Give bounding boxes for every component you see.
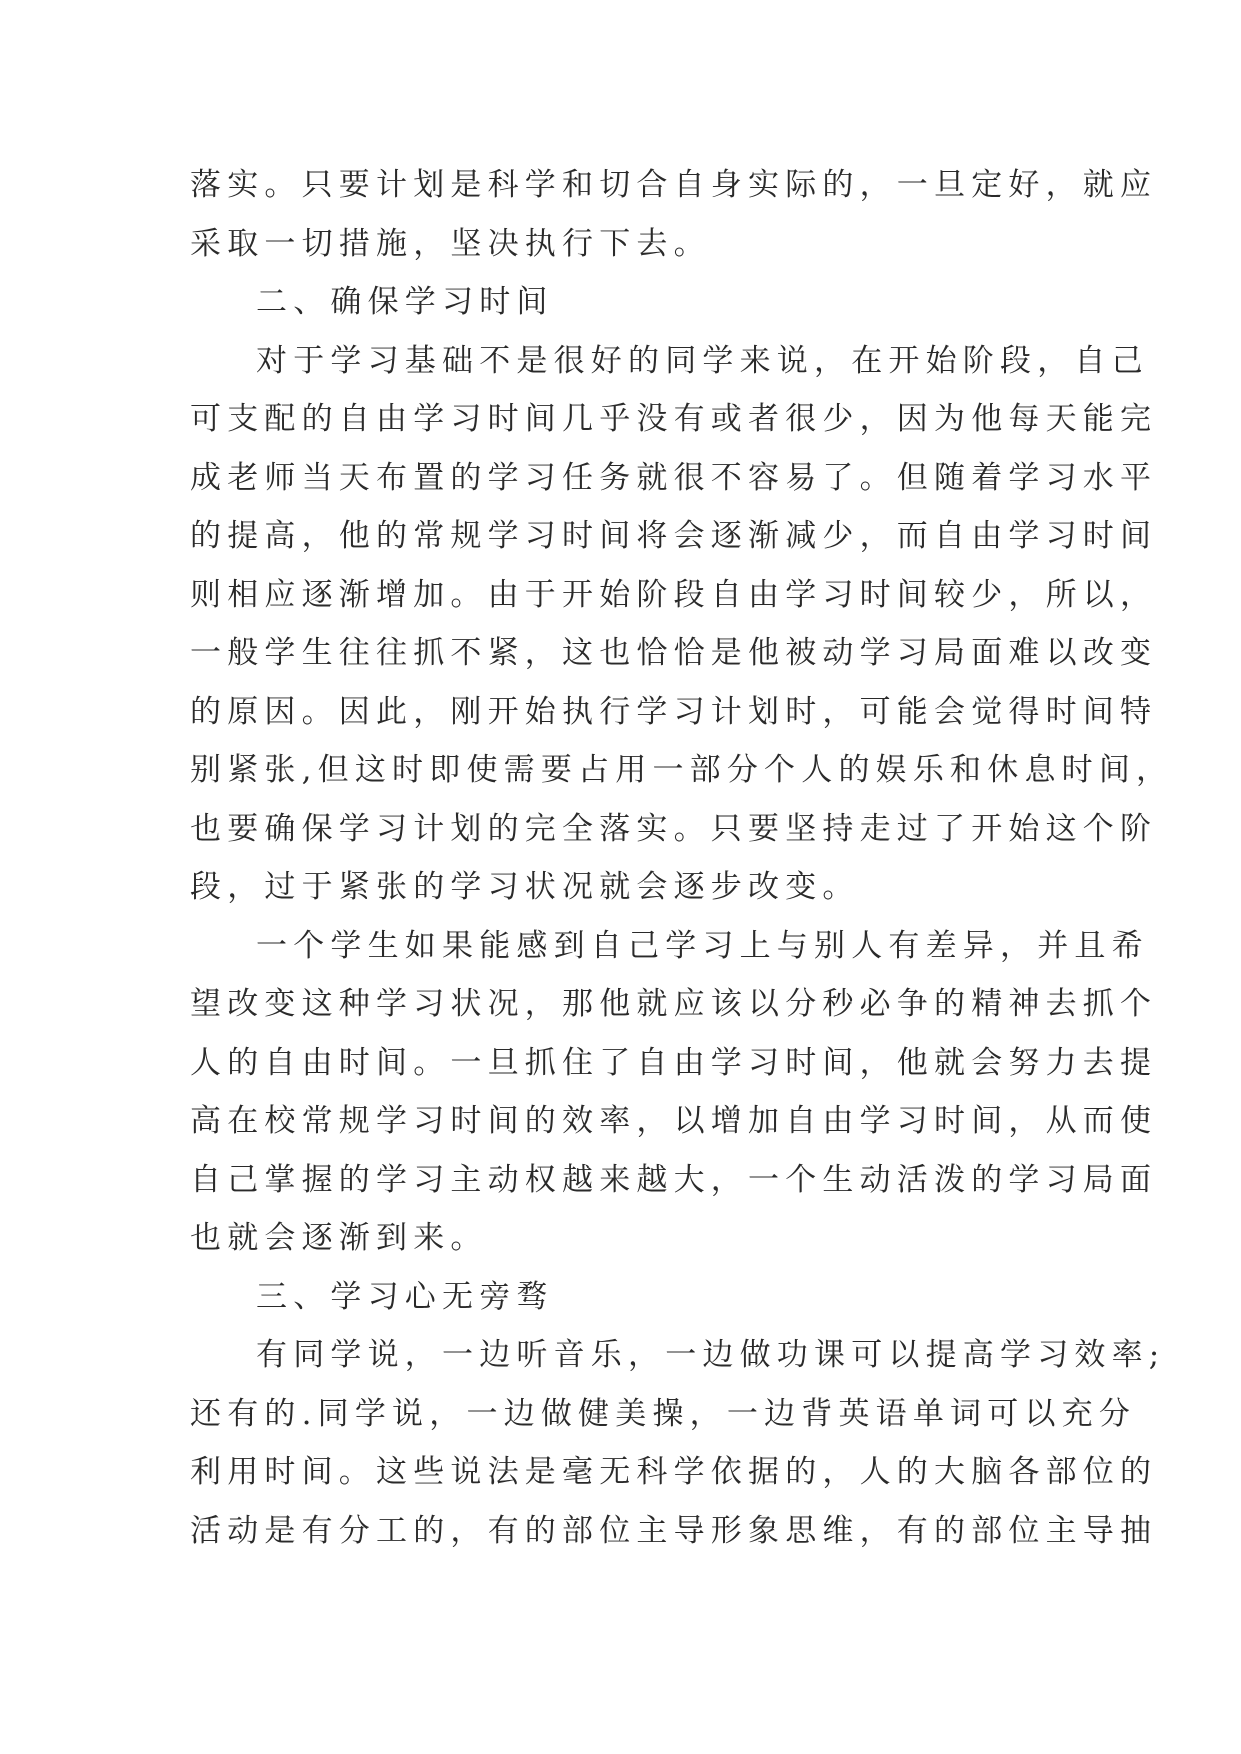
- text-line: 望改变这种学习状况，那他就应该以分秒必争的精神去抓个: [190, 986, 1158, 1022]
- text-line: 则相应逐渐增加。由于开始阶段自由学习时间较少，所以，: [190, 576, 1158, 613]
- section-heading: 三、学习心无旁骛: [256, 1278, 554, 1315]
- text-line: 段，过于紧张的学习状况就会逐步改变。: [190, 869, 860, 905]
- text-line: 一般学生往往抓不紧，这也恰恰是他被动学习局面难以改变: [190, 635, 1158, 671]
- text-line: 利用时间。这些说法是毫无科学依据的，人的大脑各部位的: [190, 1454, 1158, 1490]
- text-line: 的原因。因此，刚开始执行学习计划时，可能会觉得时间特: [190, 693, 1158, 730]
- text-line: 可支配的自由学习时间几乎没有或者很少，因为他每天能完: [190, 401, 1158, 437]
- text-line: 别紧张,但这时即使需要占用一部分个人的娱乐和休息时间，: [190, 752, 1174, 788]
- text-line: 也要确保学习计划的完全落实。只要坚持走过了开始这个阶: [190, 810, 1158, 847]
- text-line: 成老师当天布置的学习任务就很不容易了。但随着学习水平: [190, 459, 1158, 496]
- text-line: 还有的.同学说，一边做健美操，一边背英语单词可以充分: [190, 1395, 1137, 1432]
- section-heading: 二、确保学习时间: [256, 284, 554, 320]
- text-line: 的提高，他的常规学习时间将会逐渐减少，而自由学习时间: [190, 518, 1158, 554]
- text-line: 采取一切措施，坚决执行下去。: [190, 225, 711, 262]
- text-line: 自己掌握的学习主动权越来越大，一个生动活泼的学习局面: [190, 1161, 1158, 1198]
- text-line: 对于学习基础不是很好的同学来说，在开始阶段，自己: [256, 342, 1149, 379]
- text-line: 也就会逐渐到来。: [190, 1220, 488, 1256]
- text-line: 一个学生如果能感到自己学习上与别人有差异，并且希: [256, 927, 1149, 964]
- text-line: 高在校常规学习时间的效率，以增加自由学习时间，从而使: [190, 1103, 1158, 1139]
- text-line: 活动是有分工的，有的部位主导形象思维，有的部位主导抽: [190, 1512, 1158, 1549]
- text-line: 人的自由时间。一旦抓住了自由学习时间，他就会努力去提: [190, 1044, 1158, 1081]
- text-line: 落实。只要计划是科学和切合自身实际的，一旦定好，就应: [190, 167, 1158, 203]
- text-line: 有同学说，一边听音乐，一边做功课可以提高学习效率;: [256, 1337, 1166, 1373]
- document-page: [190, 156, 1174, 1560]
